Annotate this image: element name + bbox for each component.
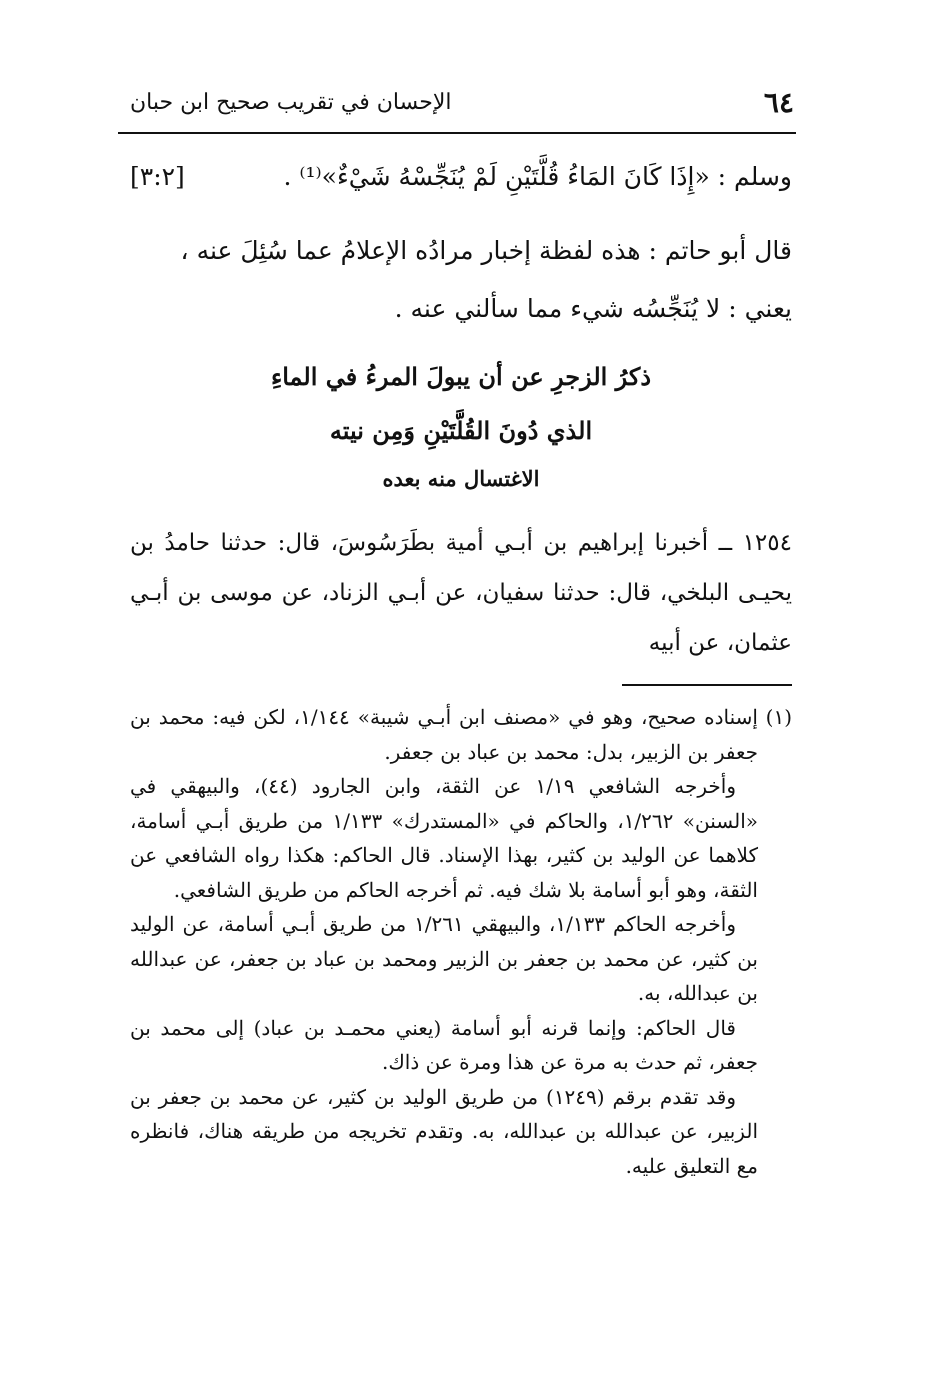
footnote-paragraph [130,700,792,769]
footnote-text: قال الحاكم: وإنما قرنه أبو أسامة (يعني محمـد بن عباد) إلى محمد بن جعفر، ثم حدث به مرة عن هذا ومرة عن ذاك. [130,1015,758,1074]
isnad-text: ١٢٥٤ ــ أخبرنا إبراهيم بن أبـي أمية بطَرَسُوسَ، قال: حدثنا حامدُ بن يحيـى البلخي، قال: حدثنا سفيان، عن أبـي الزناد، عن موسى بن أبـي عثمان، عن أبيه [130,530,792,656]
hadith-ending-line [130,162,792,191]
footnote-paragraph [130,907,792,1011]
footnote-marker: (١) [765,705,792,729]
page-number: ٦٤ [763,86,794,119]
hadith-reference: [٣:٢] [130,162,185,191]
page-header [130,86,794,126]
footnote-text: وأخرجه الشافعي ١/١٩ عن الثقة، وابن الجارود (٤٤)، والبيهقي في «السنن» ١/٢٦٢، والحاكم في «المستدرك» ١/١٣٣ من طريق أبـي أسامة، كلاهما عن الوليد بن كثير، بهذا الإسناد. قال الحاكم: هكذا رواه الشافعي عن الثقة، وهو أبو أسامة بلا شك فيه. ثم أخرجه الحاكم من طريق الشافعي. [130,774,758,902]
header-rule [118,132,796,134]
footnotes [130,700,792,1183]
isnad-paragraph [130,518,792,668]
chapter-heading-line: الاغتسال منه بعده [382,466,540,491]
footnote-separator [622,684,792,686]
hadith-text: وسلم : «إِذَا كَانَ المَاءُ قُلَّتَيْنِ لَمْ يُنَجِّسْهُ شَيْءٌ»⁽¹⁾ . [283,162,792,191]
commentary-line: يعني : لا يُنَجِّسُه شيء مما سألني عنه . [394,294,792,323]
footnote-paragraph [130,1080,792,1184]
running-title: الإحسان في تقريب صحيح ابن حبان [130,90,452,115]
footnote-paragraph [130,1011,792,1080]
footnote-text: وقد تقدم برقم (١٢٤٩) من طريق الوليد بن كثير، عن محمد بن جعفر بن الزبير، عن عبدالله بن عبدالله، به. وتقدم تخريجه من طريقه هناك، فانظره مع التعليق عليه. [130,1084,758,1178]
footnote-text: وأخرجه الحاكم ١/١٣٣، والبيهقي ١/٢٦١ من طريق أبـي أسامة، عن الوليد بن كثير، عن محمد بن جعفر بن الزبير ومحمد بن عباد بن جعفر، عن عبدالله بن عبدالله، به. [130,912,758,1005]
footnote-text: إسناده صحيح، وهو في «مصنف ابن أبـي شيبة» ١/١٤٤، لكن فيه: محمد بن جعفر بن الزبير، بدل: محمد بن عباد بن جعفر. [130,705,758,764]
commentary-line: قال أبو حاتم : هذه لفظة إخبار مرادُه الإعلامُ عما سُئِلَ عنه ، [180,236,792,265]
chapter-heading-line: الذي دُونَ القُلَّتَيْنِ وَمِن نيته [329,416,593,445]
footnote-paragraph [130,769,792,907]
chapter-heading-line: ذكرُ الزجرِ عن أن يبولَ المرءُ في الماءِ [270,362,652,391]
